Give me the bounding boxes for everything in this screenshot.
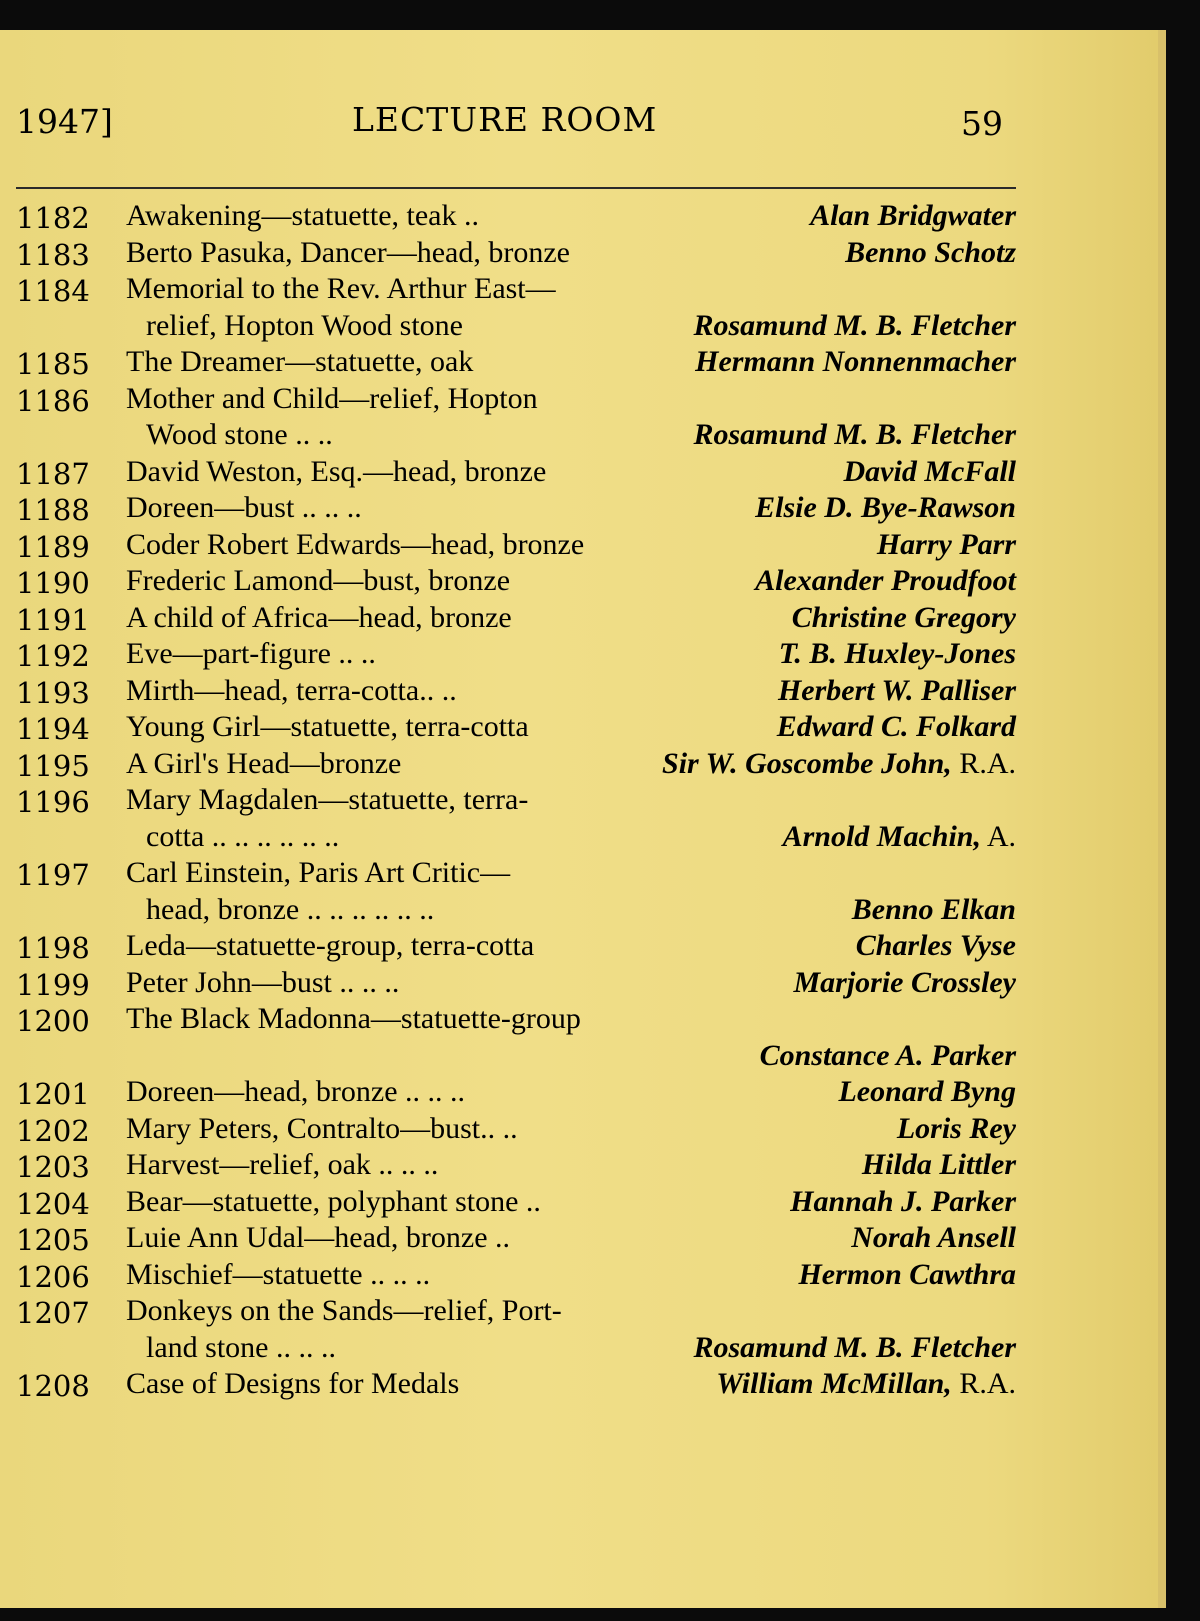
entry-title: Mother and Child—relief, Hopton: [126, 381, 538, 415]
catalogue-entry: [16, 856, 1016, 929]
catalogue-entry: [16, 1294, 1016, 1367]
artist-honours: R.A.: [951, 1367, 1016, 1400]
entry-title: Harvest—relief, oak .. .. ..: [126, 1148, 439, 1181]
artist-name: Rosamund M. B. Fletcher: [693, 418, 1016, 451]
artist-name: Charles Vyse: [855, 929, 1016, 962]
entry-title: Peter John—bust .. .. ..: [126, 965, 400, 999]
entry-number: 1189: [16, 529, 90, 564]
entry-number: 1199: [16, 967, 90, 1002]
artist-name: Arnold Machin,: [782, 819, 981, 853]
entry-artist: [790, 1185, 1016, 1219]
entry-artist: [693, 1331, 1016, 1365]
entry-line: [16, 455, 1016, 492]
entry-number: 1206: [16, 1259, 90, 1294]
entry-number: 1198: [16, 931, 90, 965]
entry-title: Mirth—head, terra-cotta.. ..: [126, 673, 457, 707]
page-number: 59: [961, 104, 1003, 143]
entry-artist: [852, 893, 1016, 927]
entry-line: [16, 1112, 1016, 1149]
artist-name: Norah Ansell: [851, 1221, 1016, 1254]
entry-line: [16, 199, 1016, 236]
entry-line: [16, 309, 1016, 346]
catalogue-entry: [16, 637, 1016, 674]
entry-artist: [755, 491, 1016, 525]
artist-name: Hermon Cawthra: [798, 1257, 1016, 1291]
entry-title: Frederic Lamond—bust, bronze: [126, 564, 511, 597]
artist-name: Hermann Nonnenmacher: [695, 345, 1016, 378]
entry-title-continued: land stone .. .. ..: [146, 1330, 336, 1364]
entry-title: Leda—statuette-group, terra-cotta: [126, 929, 535, 962]
catalogue-entry: [16, 382, 1016, 455]
entry-line: [16, 1002, 1016, 1039]
catalogue-entry: [16, 236, 1016, 273]
entry-line: [16, 893, 1016, 930]
running-header: [16, 100, 1016, 143]
entry-artist: [783, 820, 1016, 854]
entry-line: [16, 929, 1016, 966]
entry-number: 1201: [16, 1077, 90, 1111]
entry-line: [16, 674, 1016, 711]
entry-artist: [693, 418, 1016, 452]
artist-name: Hannah J. Parker: [790, 1184, 1016, 1218]
entry-line: [16, 856, 1016, 893]
entry-number: 1190: [16, 566, 90, 600]
entry-line: [16, 528, 1016, 565]
entry-line: [16, 236, 1016, 273]
entry-title: A child of Africa—head, bronze: [126, 600, 512, 634]
entry-number: 1182: [16, 201, 90, 235]
entry-number: 1186: [16, 383, 90, 418]
entry-line: [16, 1367, 1016, 1404]
entry-title: Berto Pasuka, Dancer—head, bronze: [126, 235, 570, 269]
entry-artist: [760, 1039, 1016, 1073]
entry-number: 1192: [16, 639, 90, 673]
artist-name: Benno Schotz: [845, 235, 1016, 269]
catalogue-entry: [16, 1367, 1016, 1404]
entry-artist: [793, 966, 1016, 1000]
entry-line: [16, 564, 1016, 601]
artist-name: Alexander Proudfoot: [755, 564, 1016, 597]
entry-artist: [877, 528, 1016, 562]
artist-name: Harry Parr: [876, 527, 1016, 561]
artist-honours: A.: [980, 819, 1016, 853]
entry-artist: [779, 637, 1016, 671]
entry-line: [16, 1185, 1016, 1222]
entry-title: Coder Robert Edwards—head, bronze: [126, 527, 585, 561]
artist-name: Hilda Littler: [861, 1148, 1016, 1181]
entry-title: Carl Einstein, Paris Art Critic—: [126, 856, 511, 889]
entry-line: [16, 382, 1016, 419]
entry-title: Eve—part-figure .. ..: [126, 637, 376, 670]
catalogue-entry: [16, 674, 1016, 711]
artist-name: Rosamund M. B. Fletcher: [693, 308, 1016, 342]
artist-name: Sir W. Goscombe John,: [662, 746, 952, 780]
artist-name: Benno Elkan: [851, 892, 1016, 926]
entry-artist: [777, 710, 1016, 744]
artist-name: T. B. Huxley-Jones: [778, 637, 1016, 670]
entry-title: The Dreamer—statuette, oak: [126, 345, 474, 378]
catalogue-entry: [16, 199, 1016, 236]
entry-number: 1188: [16, 493, 90, 527]
catalogue-entry: [16, 1185, 1016, 1222]
page-title: LECTURE ROOM: [352, 100, 658, 139]
entry-title-continued: Wood stone .. ..: [146, 418, 333, 451]
entry-title: Mary Magdalen—statuette, terra-: [126, 783, 529, 816]
entry-number: 1207: [16, 1296, 90, 1330]
entry-number: 1187: [16, 456, 90, 491]
entry-artist: [810, 199, 1016, 233]
entry-artist: [844, 455, 1017, 489]
entry-artist: [897, 1112, 1016, 1146]
entry-title: Mary Peters, Contralto—bust.. ..: [126, 1111, 518, 1145]
entry-title: The Black Madonna—statuette-group: [126, 1002, 581, 1035]
entry-title: Doreen—bust .. .. ..: [126, 491, 362, 524]
entry-number: 1195: [16, 748, 90, 783]
entry-title: Luie Ann Udal—head, bronze ..: [126, 1221, 511, 1254]
catalogue-entry: [16, 1221, 1016, 1258]
entry-number: 1185: [16, 347, 90, 381]
entry-title: Young Girl—statuette, terra-cotta: [126, 710, 529, 743]
artist-name: Marjorie Crossley: [793, 965, 1016, 999]
artist-name: Elsie D. Bye-Rawson: [755, 491, 1016, 524]
entry-number: 1183: [16, 237, 90, 272]
catalogue-entry: [16, 528, 1016, 565]
entry-line: [16, 747, 1016, 784]
entry-number: 1208: [16, 1369, 90, 1403]
entry-line: [16, 820, 1016, 857]
catalogue-list: [16, 199, 1016, 1404]
entry-line: [16, 1148, 1016, 1185]
entry-title: Mischief—statuette .. .. ..: [126, 1257, 431, 1291]
entry-line: [16, 418, 1016, 455]
entry-artist: [862, 1148, 1016, 1182]
header-rule: [16, 187, 1016, 189]
catalogue-entry: [16, 345, 1016, 382]
entry-line: [16, 345, 1016, 382]
entry-artist: [838, 1075, 1016, 1109]
entry-title: Doreen—head, bronze .. .. ..: [126, 1075, 466, 1108]
entry-artist: [798, 1258, 1016, 1292]
catalogue-entry: [16, 747, 1016, 784]
artist-name: David McFall: [843, 454, 1016, 488]
entry-line: [16, 601, 1016, 638]
catalogue-entry: [16, 1258, 1016, 1295]
entry-line: [16, 1331, 1016, 1368]
entry-title: Bear—statuette, polyphant stone ..: [126, 1184, 541, 1218]
entry-line: [16, 272, 1016, 309]
entry-artist: [856, 929, 1016, 963]
artist-name: William McMillan,: [716, 1367, 952, 1400]
entry-line: [16, 1294, 1016, 1331]
artist-name: Constance A. Parker: [759, 1038, 1016, 1072]
entry-number: 1194: [16, 712, 90, 746]
artist-name: Herbert W. Palliser: [777, 673, 1016, 707]
catalogue-entry: [16, 564, 1016, 601]
artist-name: Rosamund M. B. Fletcher: [693, 1330, 1016, 1364]
entry-number: 1191: [16, 602, 90, 637]
entry-title: Awakening—statuette, teak ..: [126, 199, 479, 232]
entry-title-continued: cotta .. .. .. .. .. ..: [146, 819, 340, 853]
catalogue-entry: [16, 1002, 1016, 1075]
entry-title: Donkeys on the Sands—relief, Port-: [126, 1294, 562, 1327]
entry-number: 1203: [16, 1150, 90, 1184]
catalogue-entry: [16, 1112, 1016, 1149]
catalogue-entry: [16, 601, 1016, 638]
entry-number: 1202: [16, 1113, 90, 1148]
entry-title: David Weston, Esq.—head, bronze: [126, 454, 547, 488]
artist-name: Loris Rey: [896, 1111, 1016, 1145]
entry-artist: [693, 309, 1016, 343]
catalogue-entry: [16, 929, 1016, 966]
entry-artist: [792, 601, 1016, 635]
entry-artist: [778, 674, 1016, 708]
catalogue-entry: [16, 1148, 1016, 1185]
artist-honours: R.A.: [951, 746, 1016, 780]
entry-line: [16, 710, 1016, 747]
entry-number: 1200: [16, 1004, 90, 1038]
entry-artist: [845, 236, 1016, 270]
artist-name: Alan Bridgwater: [810, 199, 1016, 232]
catalogue-entry: [16, 966, 1016, 1003]
catalogue-entry: [16, 1075, 1016, 1112]
entry-line: [16, 1039, 1016, 1076]
artist-name: Christine Gregory: [791, 600, 1016, 634]
entry-title: Memorial to the Rev. Arthur East—: [126, 272, 556, 305]
page-edge: [1158, 30, 1166, 1608]
catalogue-entry: [16, 455, 1016, 492]
entry-line: [16, 1258, 1016, 1295]
artist-name: Leonard Byng: [838, 1075, 1016, 1108]
entry-artist: [755, 564, 1016, 598]
entry-line: [16, 966, 1016, 1003]
entry-line: [16, 1221, 1016, 1258]
entry-number: 1197: [16, 858, 90, 892]
catalogue-entry: [16, 272, 1016, 345]
entry-number: 1196: [16, 785, 90, 819]
entry-title: A Girl's Head—bronze: [126, 746, 402, 780]
entry-artist: [695, 345, 1016, 379]
entry-artist: [851, 1221, 1016, 1255]
entry-title-continued: relief, Hopton Wood stone: [146, 308, 463, 342]
catalogue-entry: [16, 710, 1016, 747]
catalogue-entry: [16, 783, 1016, 856]
entry-number: 1193: [16, 675, 90, 710]
entry-title: Case of Designs for Medals: [126, 1367, 460, 1400]
entry-line: [16, 491, 1016, 528]
entry-number: 1204: [16, 1186, 90, 1221]
catalogue-entry: [16, 491, 1016, 528]
entry-number: 1205: [16, 1223, 90, 1257]
entry-line: [16, 1075, 1016, 1112]
artist-name: Edward C. Folkard: [776, 710, 1016, 743]
header-year: 1947]: [16, 102, 113, 141]
entry-line: [16, 783, 1016, 820]
entry-artist: [662, 747, 1016, 781]
entry-line: [16, 637, 1016, 674]
entry-number: 1184: [16, 274, 90, 308]
entry-artist: [716, 1367, 1016, 1401]
entry-title-continued: head, bronze .. .. .. .. .. ..: [146, 892, 435, 926]
